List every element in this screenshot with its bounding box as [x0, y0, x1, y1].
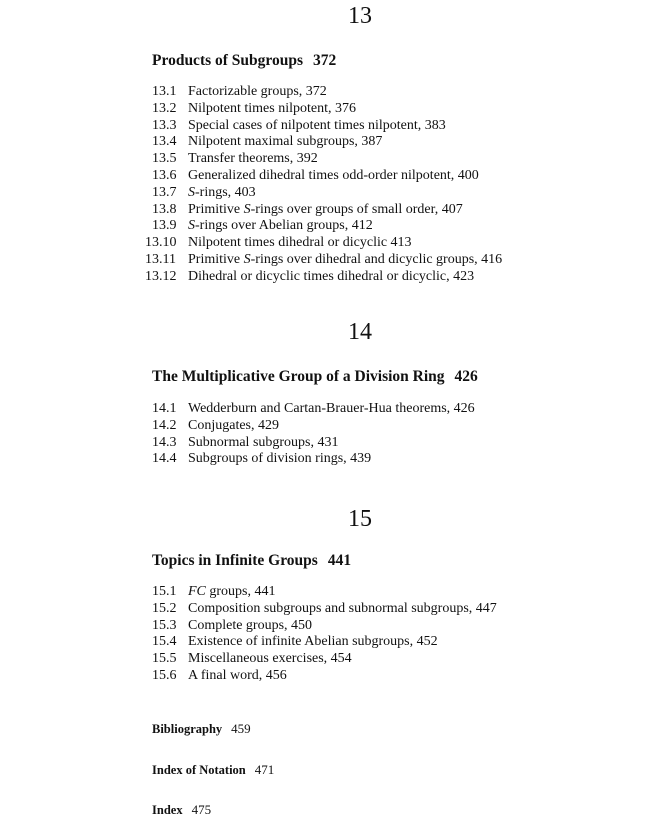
section-title-text: Miscellaneous exercises, 454: [188, 651, 352, 667]
section-title: [188, 84, 327, 101]
section-title: [188, 101, 356, 118]
backmatter-page: 471: [254, 762, 275, 777]
section-number: 15.2: [152, 600, 177, 616]
chapter-title-text: The Multiplicative Group of a Division Ring: [152, 368, 445, 385]
section-number: 13.9: [152, 218, 177, 234]
section-title: [188, 435, 339, 452]
backmatter-title: Index of Notation: [152, 763, 246, 777]
section-title-text: Complete groups, 450: [188, 617, 313, 633]
chapter-page: 441: [327, 552, 352, 569]
chapter-page: 372: [313, 52, 337, 69]
section-title: [188, 418, 279, 435]
section-title: [188, 618, 312, 635]
section-title-text: -rings over groups of small order, 407: [250, 201, 463, 217]
section-number: 13.6: [152, 167, 177, 183]
section-title: [188, 269, 474, 286]
section-title: [188, 584, 276, 601]
section-title-text: -rings, 403: [195, 184, 256, 200]
section-number: 13.11: [145, 251, 176, 267]
section-title-text: groups, 441: [205, 584, 276, 599]
section-title-text: Transfer theorems, 392: [188, 151, 318, 167]
section-title-prefix: Primitive: [188, 201, 244, 217]
section-title-italic: S: [188, 184, 195, 200]
chapter-title: [152, 369, 478, 385]
section-number: 13.4: [152, 134, 177, 150]
section-title-text: A final word, 456: [188, 667, 287, 683]
section-number: 14.1: [152, 401, 177, 416]
section-number: 14.2: [152, 417, 177, 433]
section-title: [188, 451, 371, 468]
section-title: [188, 634, 438, 651]
chapter-number: 13: [348, 3, 372, 29]
section-number: 13.8: [152, 201, 177, 217]
backmatter-title: Index: [152, 803, 183, 817]
section-number: 14.3: [152, 434, 177, 450]
section-title: [188, 401, 475, 418]
section-title-text: Subnormal subgroups, 431: [188, 434, 339, 450]
section-title: [188, 118, 446, 135]
section-title: [188, 235, 412, 252]
section-number: 13.3: [152, 117, 177, 133]
section-title-prefix: Primitive: [188, 251, 244, 267]
section-title-italic: S: [243, 251, 251, 267]
section-number: 13.7: [152, 184, 177, 200]
section-number: 13.12: [145, 268, 177, 284]
section-title-italic: S: [243, 201, 251, 217]
section-title-text: Dihedral or dicyclic times dihedral or dicyclic, 423: [188, 268, 475, 284]
section-number: 13.10: [145, 235, 177, 251]
chapter-number: 15: [348, 506, 372, 532]
chapter-title-text: Products of Subgroups: [152, 52, 304, 69]
section-number: 13.1: [152, 84, 177, 99]
section-title-text: Special cases of nilpotent times nilpotent, 383: [188, 117, 446, 133]
section-title-text: Existence of infinite Abelian subgroups, 452: [188, 634, 438, 650]
backmatter-page: 475: [191, 802, 212, 817]
section-title: [188, 202, 463, 219]
section-title-text: -rings over dihedral and dicyclic groups, 416: [250, 251, 503, 267]
section-number: 14.4: [152, 451, 177, 467]
section-title: [188, 252, 502, 269]
section-title-text: Generalized dihedral times odd-order nilpotent, 400: [188, 167, 479, 183]
backmatter-bibliography: [152, 722, 251, 736]
section-title-italic: FC: [188, 584, 206, 599]
chapter-page: 426: [454, 368, 478, 385]
section-title-text: Subgroups of division rings, 439: [188, 451, 372, 467]
section-title: [188, 668, 287, 685]
section-number: 15.4: [152, 634, 177, 650]
section-number: 13.5: [152, 151, 177, 167]
section-title-text: Nilpotent times dihedral or dicyclic 413: [188, 235, 412, 251]
section-title: [188, 168, 479, 185]
section-title-text: Wedderburn and Cartan-Brauer-Hua theorems, 426: [188, 401, 475, 416]
backmatter-page: 459: [231, 721, 251, 736]
chapter-title: [152, 553, 351, 569]
section-number: 15.6: [152, 667, 177, 683]
section-title-text: -rings over Abelian groups, 412: [195, 218, 373, 234]
section-title: [188, 218, 373, 235]
chapter-title-text: Topics in Infinite Groups: [152, 552, 318, 569]
section-title: [188, 651, 352, 668]
section-number: 13.2: [152, 100, 177, 116]
section-title: [188, 185, 256, 202]
section-number: 15.5: [152, 651, 177, 667]
section-title: [188, 134, 382, 151]
backmatter-index-of-notation: [152, 763, 274, 777]
section-number: 15.1: [152, 584, 177, 599]
section-title-italic: S: [188, 218, 195, 234]
chapter-number: 14: [348, 319, 372, 345]
chapter-title: [152, 53, 336, 69]
section-number: 15.3: [152, 617, 177, 633]
section-title-text: Nilpotent times nilpotent, 376: [188, 100, 356, 116]
section-title-text: Nilpotent maximal subgroups, 387: [188, 134, 383, 150]
section-title: [188, 151, 318, 168]
section-title: [188, 601, 497, 618]
backmatter-index: [152, 803, 211, 817]
section-title-text: Composition subgroups and subnormal subgroups, 447: [188, 600, 497, 616]
section-title-text: Factorizable groups, 372: [188, 84, 327, 99]
backmatter-title: Bibliography: [152, 722, 223, 736]
section-title-text: Conjugates, 429: [188, 417, 279, 433]
